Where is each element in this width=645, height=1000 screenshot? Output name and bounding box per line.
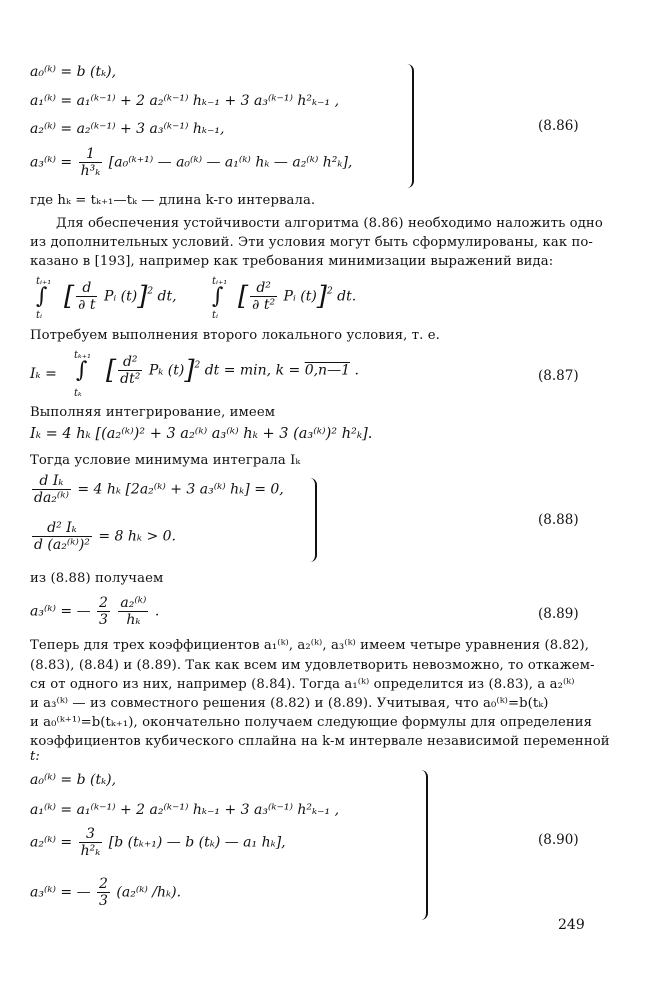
eq-8-90-line-3-rhs: [b (tₖ₊₁) — b (tₖ) — a₁ hₖ], xyxy=(108,834,286,851)
eq-8-89-frac-2-den: hₖ xyxy=(126,612,141,628)
eq-8-90-frac-2-den: 3 xyxy=(99,893,108,909)
eq-8-89-frac-1-den: 3 xyxy=(99,612,108,628)
eq-8-90-line-3-lhs: a₂⁽ᵏ⁾ = xyxy=(30,834,73,851)
bracket-close-2: ] xyxy=(316,281,327,312)
eq-8-90-line-3 xyxy=(30,826,286,859)
eq-number-8-87: (8.87) xyxy=(538,368,579,384)
deriv-1 xyxy=(76,280,97,313)
text-second-condition: Потребуем выполнения второго локального условия, т. е. xyxy=(30,328,440,343)
int-2-lower: tᵢ xyxy=(212,310,219,321)
eq-number-8-86: (8.86) xyxy=(538,118,579,134)
int-2-upper: tᵢ₊₁ xyxy=(212,276,228,287)
deriv-2-num: d² xyxy=(250,280,277,297)
eq-8-86-line-2: a₁⁽ᵏ⁾ = a₁⁽ᵏ⁻¹⁾ + 2 a₂⁽ᵏ⁻¹⁾ hₖ₋₁ + 3 a₃⁽ᵏ⁻¹⁾ h²ₖ₋₁ , xyxy=(30,93,340,109)
para-1-line-1: Для обеспечения устойчивости алгоритма (8.86) необходимо наложить одно xyxy=(56,216,603,231)
eq-8-89-frac-1 xyxy=(97,595,110,628)
eq-8-90-frac-1 xyxy=(79,826,103,859)
eq-8-87-bracket-open: [ xyxy=(106,355,117,386)
eq-8-87-bracket-close: ] xyxy=(184,355,195,386)
deriv-2 xyxy=(250,280,277,313)
eq-8-90-frac-1-num: 3 xyxy=(79,826,103,843)
eq-8-87-deriv-num: d² xyxy=(118,354,142,371)
eq-8-87-deriv-den: dt² xyxy=(120,371,141,387)
p-i-1: Pᵢ (t) xyxy=(103,288,138,305)
deriv-2-den: ∂ t² xyxy=(252,297,276,313)
eq-8-88-line-2 xyxy=(30,520,176,553)
para-2-line-6: коэффициентов кубического сплайна на k-м интервале независимой переменной xyxy=(30,734,610,749)
para-2-line-2: (8.83), (8.84) и (8.89). Так как всем им удовлетворить невозможно, то откажем- xyxy=(30,658,595,673)
eq-number-8-88: (8.88) xyxy=(538,512,579,528)
eq-8-89-frac-1-num: 2 xyxy=(99,595,108,611)
eq-8-89-end: . xyxy=(154,603,160,620)
integral-expressions: tᵢ₊₁ ∫ tᵢ [ $\frac{d}{\partial t}$ Pᵢ (t)]$^2$ dt, tᵢ₊₁ ∫ tᵢ [ $\frac{\text{d²}}{\text{∂ t²}}$ Pᵢ (t)]$^2$ dt. xyxy=(36,276,357,321)
eq-8-87-lower: tₖ xyxy=(74,388,82,399)
eq-8-86-line-3: a₂⁽ᵏ⁾ = a₂⁽ᵏ⁻¹⁾ + 3 a₃⁽ᵏ⁻¹⁾ hₖ₋₁, xyxy=(30,121,225,137)
eq-8-88-frac-1-den: da₂⁽ᵏ⁾ xyxy=(34,490,69,506)
eq-8-87: Iₖ = tₖ₊₁ ∫ tₖ [ $\frac{\text{d²}}{\text{dt²}}$ Pₖ (t)]$^2$ dt = min, k = 0,n—1 . xyxy=(30,350,359,399)
eq-8-86-fraction xyxy=(79,146,103,179)
page-number: 249 xyxy=(558,917,585,933)
para-2-line-5: и a₀⁽ᵏ⁺¹⁾=b(tₖ₊₁), окончательно получаем следующие формулы для определения xyxy=(30,715,593,730)
deriv-1-num: d xyxy=(76,280,97,297)
dt-2: dt. xyxy=(337,288,357,305)
para-2-line-7: t: xyxy=(30,749,40,764)
int-1-upper: tᵢ₊₁ xyxy=(36,276,52,287)
eq-8-88-line-1-rhs: = 4 hₖ [2a₂⁽ᵏ⁾ + 3 a₃⁽ᵏ⁾ hₖ] = 0, xyxy=(77,481,284,498)
eq-8-90-frac-1-den: h²ₖ xyxy=(80,843,101,859)
eq-number-8-90: (8.90) xyxy=(538,832,579,848)
eq-number-8-89: (8.89) xyxy=(538,606,579,622)
eq-8-88-frac-2 xyxy=(32,520,92,553)
para-2-line-3: ся от одного из них, например (8.84). Тогда a₁⁽ᵏ⁾ определится из (8.83), а a₂⁽ᵏ⁾ xyxy=(30,677,575,692)
eq-8-88-frac-1 xyxy=(32,473,71,506)
eq-8-88-line-1 xyxy=(30,473,284,506)
eq-8-88-frac-2-num: d² Iₖ xyxy=(32,520,92,537)
eq-8-88-frac-1-num: d Iₖ xyxy=(32,473,71,490)
eq-8-87-lhs: Iₖ = xyxy=(30,366,57,382)
eq-8-90-frac-2-num: 2 xyxy=(99,876,108,892)
integral-sign-2: ∫ xyxy=(212,284,224,309)
int-1-lower: tᵢ xyxy=(36,310,43,321)
eq-8-87-end: . xyxy=(354,362,359,379)
eq-8-90-line-4 xyxy=(30,876,181,909)
eq-8-87-deriv xyxy=(118,354,142,387)
brace-8-86 xyxy=(406,64,414,188)
dt-1: dt, xyxy=(157,288,177,305)
eq-8-90-line-4-rhs: (a₂⁽ᵏ⁾ /hₖ). xyxy=(116,884,182,901)
eq-8-87-p: Pₖ (t) xyxy=(148,362,185,379)
eq-8-87-range: 0,n—1 xyxy=(304,362,350,379)
eq-8-86-line-1: a₀⁽ᵏ⁾ = b (tₖ), xyxy=(30,64,117,80)
eq-8-89-frac-2 xyxy=(118,595,148,628)
p-i-2: Pᵢ (t) xyxy=(283,288,317,305)
para-1-line-3: казано в [193], например как требования минимизации выражений вида: xyxy=(30,254,554,269)
eq-8-86-line-4 xyxy=(30,146,352,179)
bracket-open-2: [ xyxy=(238,281,249,312)
para-1-line-2: из дополнительных условий. Эти условия могут быть сформулированы, как по- xyxy=(30,235,593,250)
eq-8-86-line-4-rhs: [a₀⁽ᵏ⁺¹⁾ — a₀⁽ᵏ⁾ — a₁⁽ᵏ⁾ hₖ — a₂⁽ᵏ⁾ h²ₖ], xyxy=(108,154,353,171)
eq-8-90-line-2: a₁⁽ᵏ⁾ = a₁⁽ᵏ⁻¹⁾ + 2 a₂⁽ᵏ⁻¹⁾ hₖ₋₁ + 3 a₃⁽ᵏ⁻¹⁾ h²ₖ₋₁ , xyxy=(30,802,340,818)
eq-8-90-line-4-lhs: a₃⁽ᵏ⁾ = — xyxy=(30,884,91,901)
eq-8-86-fraction-num: 1 xyxy=(79,146,103,163)
eq-8-89-frac-2-num: a₂⁽ᵏ⁾ xyxy=(120,595,147,611)
text-from-8-88: из (8.88) получаем xyxy=(30,571,164,586)
eq-ik: Iₖ = 4 hₖ [(a₂⁽ᵏ⁾)² + 3 a₂⁽ᵏ⁾ a₃⁽ᵏ⁾ hₖ + 3 (a₃⁽ᵏ⁾)² h²ₖ]. xyxy=(30,426,373,442)
integral-sign-1: ∫ xyxy=(36,284,48,309)
bracket-open-1: [ xyxy=(64,281,75,312)
definition-h: где hₖ = tₖ₊₁—tₖ — длина k-го интервала. xyxy=(30,193,316,208)
eq-8-90-line-1: a₀⁽ᵏ⁾ = b (tₖ), xyxy=(30,772,117,788)
eq-8-86-fraction-den: h³ₖ xyxy=(80,163,101,179)
text-minimum-condition: Тогда условие минимума интеграла Iₖ xyxy=(30,453,301,468)
para-2-line-4: и a₃⁽ᵏ⁾ — из совместного решения (8.82) и (8.89). Учитывая, что a₀⁽ᵏ⁾=b(tₖ) xyxy=(30,696,549,711)
brace-8-90 xyxy=(420,770,428,920)
eq-8-89 xyxy=(30,595,159,628)
eq-8-87-upper: tₖ₊₁ xyxy=(74,350,91,361)
eq-8-88-line-2-rhs: = 8 hₖ > 0. xyxy=(98,528,176,545)
eq-8-86-line-4-lhs: a₃⁽ᵏ⁾ = xyxy=(30,154,73,171)
eq-8-87-rhs: dt = min, k = xyxy=(204,362,301,379)
deriv-1-den: ∂ t xyxy=(78,297,96,313)
eq-8-89-lhs: a₃⁽ᵏ⁾ = — xyxy=(30,603,91,620)
para-2-line-1: Теперь для трех коэффициентов a₁⁽ᵏ⁾, a₂⁽ᵏ⁾, a₃⁽ᵏ⁾ имеем четыре уравнения (8.82), xyxy=(30,638,590,653)
text-integration: Выполняя интегрирование, имеем xyxy=(30,405,276,420)
brace-8-88 xyxy=(309,478,317,562)
bracket-close-1: ] xyxy=(137,281,148,312)
eq-8-88-frac-2-den: d (a₂⁽ᵏ⁾)² xyxy=(34,537,90,553)
eq-8-87-integral-sign: ∫ xyxy=(76,358,88,383)
eq-8-90-frac-2 xyxy=(97,876,110,909)
